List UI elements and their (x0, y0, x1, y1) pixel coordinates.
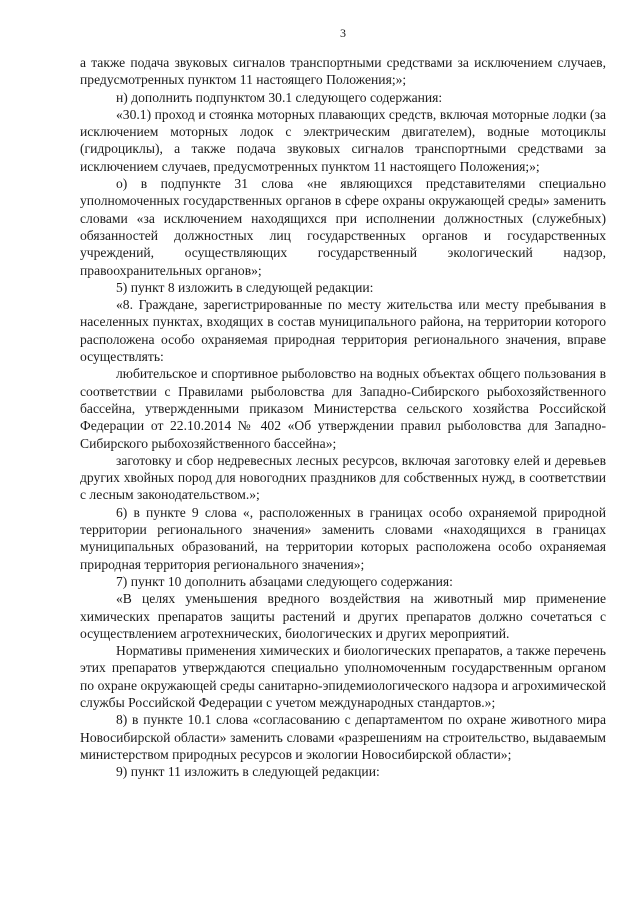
paragraph: «8. Граждане, зарегистрированные по месту жительства или месту пребывания в населенных пунктах, входящих в состав муниципального района, на территории которого расположена особо охраняемая природная территория регионального значения, вправе осуществлять: (80, 297, 606, 365)
paragraph: любительское и спортивное рыболовство на водных объектах общего пользования в соответствии с Правилами рыболовства для Западно-Сибирского рыбохозяйственного бассейна, утвержденными приказом Министерства сельского хозяйства Российской Федерации от 22.10.2014 № 402 «Об утверждении правил рыболовства для Западно-Сибирского рыбохозяйственного бассейна»; (80, 366, 606, 451)
paragraph: 8) в пункте 10.1 слова «согласованию с департаментом по охране животного мира Новосибирской области» заменить словами «разрешениям на строительство, выдаваемым министерством природных ресурсов и экологии Новосибирской области»; (80, 712, 606, 762)
paragraph: 6) в пункте 9 слова «, расположенных в границах особо охраняемой природной территории регионального значения» заменить словами «находящихся в границах муниципальных образований, на территории которых расположена особо охраняемая природная территория регионального значения»; (80, 504, 606, 572)
page-number: 3 (340, 26, 346, 40)
paragraph: н) дополнить подпунктом 30.1 следующего содержания: (116, 89, 443, 105)
paragraph: 7) пункт 10 дополнить абзацами следующего содержания: (116, 573, 453, 589)
paragraph: о) в подпункте 31 слова «не являющихся представителями специально уполномоченных государственных органов в сфере охраны окружающей среды» заменить словами «за исключением находящихся при исполнении должностных (служебных) обязанностей должностных лиц государственных органов и государственных учреждений, осуществляющих государственный экологический надзор, правоохранительных органов»; (80, 176, 606, 278)
paragraph: Нормативы применения химических и биологических препаратов, а также перечень этих препаратов утверждаются специально уполномоченным государственным органом по охране окружающей среды санитарно-эпидемиологического надзора и агрохимической службы Российской Федерации с учетом международных стандартов.»; (80, 643, 606, 710)
paragraph: заготовку и сбор недревесных лесных ресурсов, включая заготовку елей и деревьев других хвойных пород для новогодних праздников для собственных нужд, в соответствии с лесным законодательством.»; (80, 452, 606, 503)
paragraph: 5) пункт 8 изложить в следующей редакции: (116, 279, 374, 295)
paragraph: а также подача звуковых сигналов транспортными средствами за исключением случаев, предусмотренных пунктом 11 настоящего Положения;»; (80, 55, 606, 88)
paragraph: «В целях уменьшения вредного воздействия на животный мир применение химических препаратов защиты растений и других препаратов должно сочетаться с осуществлением агротехнических, биологических и других мероприятий. (80, 591, 606, 641)
paragraph: «30.1) проход и стоянка моторных плавающих средств, включая моторные лодки (за исключением моторных лодок с электрическим двигателем), водные мотоциклы (гидроциклы), а также подача звуковых сигналов транспортными средствами за исключением случаев, предусмотренных пунктом 11 настоящего Положения;»; (80, 106, 606, 174)
paragraph: 9) пункт 11 изложить в следующей редакции: (116, 764, 380, 780)
